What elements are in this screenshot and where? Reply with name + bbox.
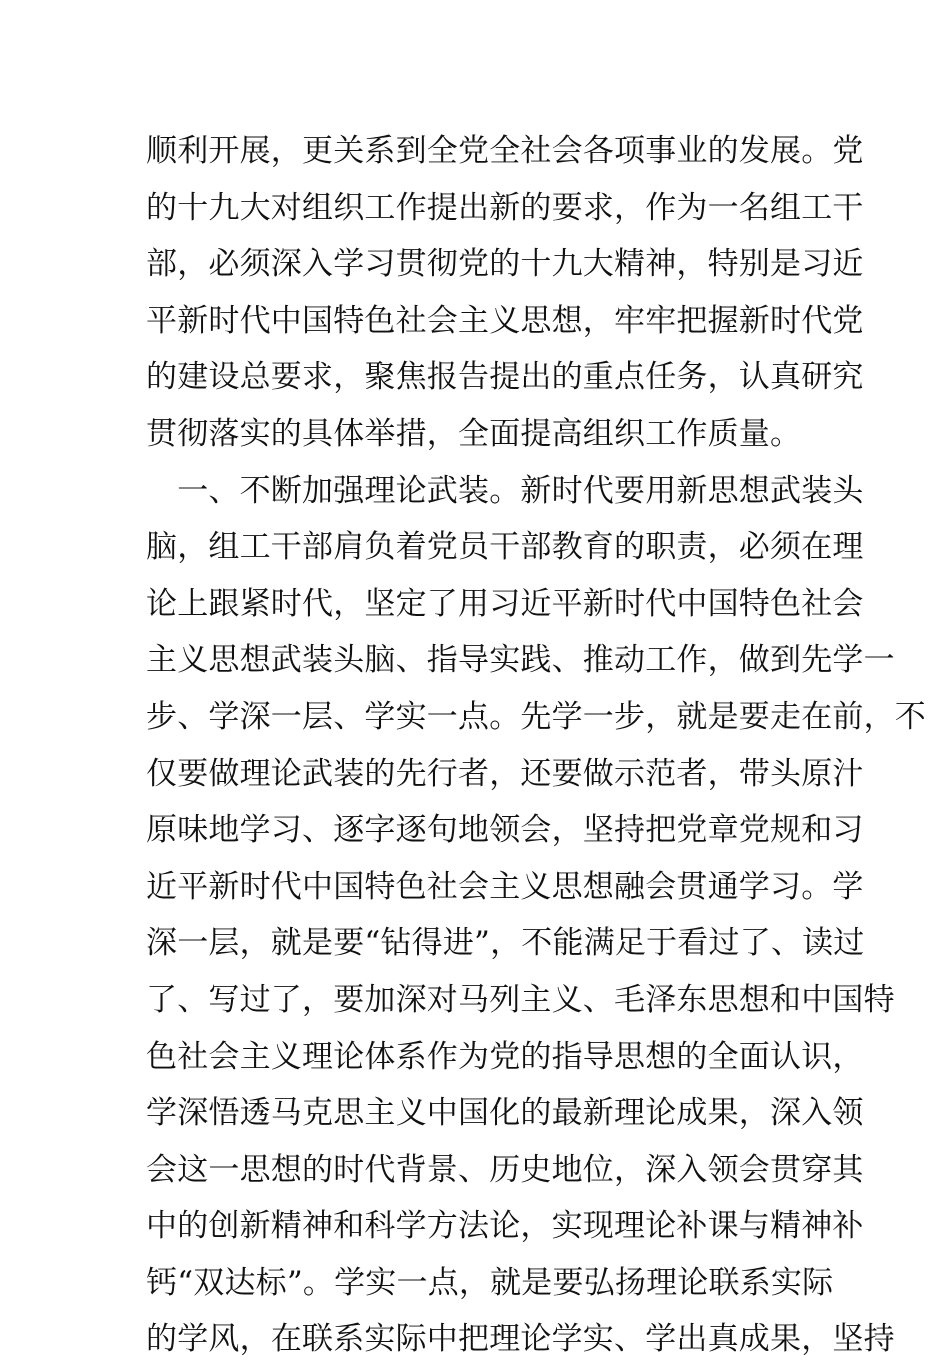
section-heading-line: 一、不断加强理论武装。新时代要用新思想武装头 — [146, 472, 864, 509]
text-line: 步、学深一层、学实一点。先学一步，就是要走在前，不 — [146, 698, 926, 735]
text-line: 学深悟透马克思主义中国化的最新理论成果，深入领 — [146, 1095, 864, 1132]
text-line: 深一层，就是要“钻得进”，不能满足于看过了、读过 — [146, 925, 865, 962]
text-line: 部，必须深入学习贯彻党的十九大精神，特别是习近 — [146, 246, 864, 283]
text-line: 贯彻落实的具体举措，全面提高组织工作质量。 — [146, 415, 802, 452]
text-line: 原味地学习、逐字逐句地领会，坚持把党章党规和习 — [146, 812, 864, 849]
text-line: 中的创新精神和科学方法论，实现理论补课与精神补 — [146, 1208, 864, 1245]
text-line: 顺利开展，更关系到全党全社会各项事业的发展。党 — [146, 133, 864, 169]
text-line: 近平新时代中国特色社会主义思想融会贯通学习。学 — [146, 868, 864, 905]
text-line: 了、写过了，要加深对马列主义、毛泽东思想和中国特 — [146, 981, 895, 1018]
text-line: 色社会主义理论体系作为党的指导思想的全面认识， — [146, 1038, 864, 1075]
text-line: 会这一思想的时代背景、历史地位，深入领会贯穿其 — [146, 1151, 864, 1188]
body-text — [146, 123, 926, 1368]
text-line: 仅要做理论武装的先行者，还要做示范者，带头原汁 — [146, 755, 864, 792]
text-line: 的十九大对组织工作提出新的要求，作为一名组工干 — [146, 189, 864, 226]
text-line: 的建设总要求，聚焦报告提出的重点任务，认真研究 — [146, 359, 864, 396]
text-line: 论上跟紧时代，坚定了用习近平新时代中国特色社会 — [146, 585, 864, 622]
text-line: 的学风，在联系实际中把理论学实、学出真成果，坚持 — [146, 1321, 895, 1358]
text-line: 主义思想武装头脑、指导实践、推动工作，做到先学一 — [146, 642, 895, 679]
text-line: 钙“双达标”。学实一点，就是要弘扬理论联系实际 — [146, 1264, 834, 1301]
text-line: 平新时代中国特色社会主义思想，牢牢把握新时代党 — [146, 302, 864, 339]
text-line: 脑，组工干部肩负着党员干部教育的职责，必须在理 — [146, 529, 864, 566]
